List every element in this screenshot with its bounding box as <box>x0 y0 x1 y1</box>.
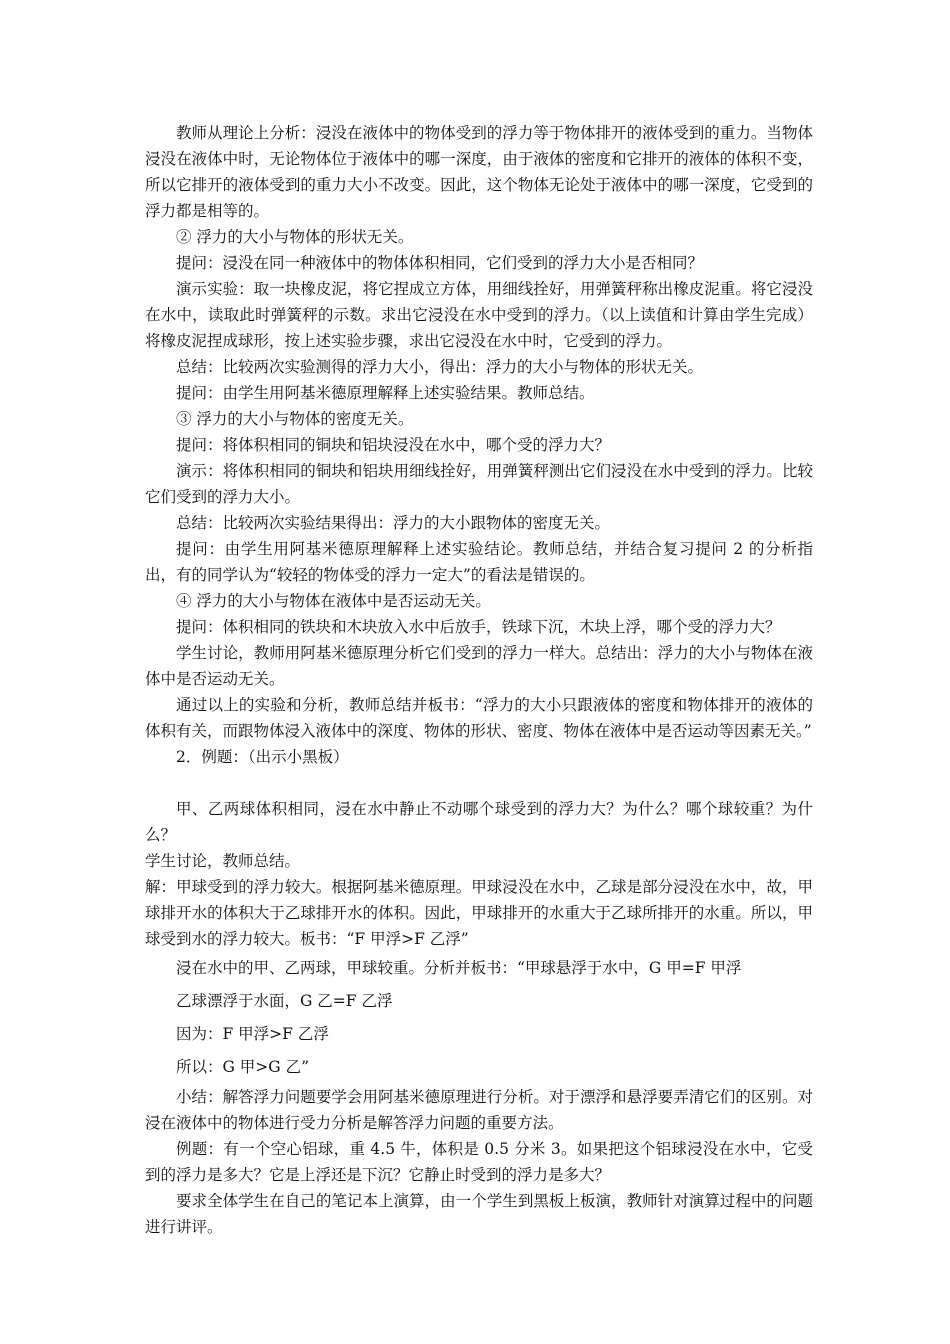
paragraph-question-iron-wood: 提问：体积相同的铁块和木块放入水中后放手，铁球下沉，木块上浮，哪个受的浮力大？ <box>176 618 781 636</box>
paragraph-question-explain: 提问：由学生用阿基米德原理解释上述实验结果。教师总结。 <box>176 384 595 402</box>
paragraph-question-copper-aluminum: 提问：将体积相同的铜块和铝块浸没在水中，哪个受的浮力大？ <box>176 436 611 454</box>
paragraph-board-line-1: 浸在水中的甲、乙两球，甲球较重。分析并板书：“甲球悬浮于水中，G 甲=F 甲浮 <box>176 959 742 977</box>
blank-line <box>145 770 813 796</box>
paragraph-summary-density: 总结：比较两次实验结果得出：浮力的大小跟物体的密度无关。 <box>176 514 611 532</box>
heading-motion-independence: ④ 浮力的大小与物体在液体中是否运动无关。 <box>176 592 491 610</box>
heading-shape-independence: ② 浮力的大小与物体的形状无关。 <box>176 228 414 246</box>
paragraph-question-volume: 提问：浸没在同一种液体中的物体体积相同，它们受到的浮力大小是否相同？ <box>176 254 704 272</box>
paragraph-discussion-motion: 学生讨论，教师用阿基米德原理分析它们受到的浮力一样大。总结出：浮力的大小与物体在液体中是否运动无关。 <box>145 644 813 688</box>
paragraph-theory-analysis: 教师从理论上分析：浸没在液体中的物体受到的浮力等于物体排开的液体受到的重力。当物体浸没在液体中时，无论物体位于液体中的哪一深度，由于液体的密度和它排开的液体的体积不变，所以它排开的液体受到的重力大小不改变。因此，这个物体无论处于液体中的哪一深度，它受到的浮力都是相等的。 <box>145 124 813 220</box>
heading-example: 2．例题：（出示小黑板） <box>176 748 349 766</box>
heading-density-independence: ③ 浮力的大小与物体的密度无关。 <box>176 410 414 428</box>
paragraph-question-conclusion: 提问：由学生用阿基米德原理解释上述实验结论。教师总结，并结合复习提问 2 的分析指出，有的同学认为“较轻的物体受的浮力一定大”的看法是错误的。 <box>145 540 813 584</box>
paragraph-board-line-2: 乙球漂浮于水面，G 乙=F 乙浮 <box>176 992 393 1010</box>
paragraph-summary-method: 小结：解答浮力问题要学会用阿基米德原理进行分析。对于漂浮和悬浮要弄清它们的区别。对浸在液体中的物体进行受力分析是解答浮力问题的重要方法。 <box>145 1088 813 1132</box>
paragraph-demo-copper-aluminum: 演示：将体积相同的铜块和铝块用细线拴好，用弹簧秤测出它们浸没在水中受到的浮力。比较它们受到的浮力大小。 <box>145 462 813 506</box>
paragraph-summary-shape: 总结：比较两次实验测得的浮力大小，得出：浮力的大小与物体的形状无关。 <box>176 358 704 376</box>
paragraph-board-practice: 要求全体学生在自己的笔记本上演算，由一个学生到黑板上板演，教师针对演算过程中的问题进行讲评。 <box>145 1192 813 1236</box>
paragraph-discussion: 学生讨论，教师总结。 <box>145 852 301 870</box>
paragraph-board-line-3: 因为：F 甲浮>F 乙浮 <box>176 1025 329 1043</box>
paragraph-demo-clay: 演示实验：取一块橡皮泥，将它捏成立方体，用细线拴好，用弹簧秤称出橡皮泥重。将它浸没在水中，读取此时弹簧秤的示数。求出它浸没在水中受到的浮力。（以上读值和计算由学生完成）将橡皮泥捏成球形，按上述实验步骤，求出它浸没在水中时，它受到的浮力。 <box>145 280 813 350</box>
paragraph-board-summary: 通过以上的实验和分析，教师总结并板书：“浮力的大小只跟液体的密度和物体排开的液体的体积有关，而跟物体浸入液体中的深度、物体的形状、密度、物体在液体中是否运动等因素无关。” <box>145 696 813 740</box>
paragraph-solution: 解：甲球受到的浮力较大。根据阿基米德原理。甲球浸没在水中，乙球是部分浸没在水中，故，甲球排开水的体积大于乙球排开水的体积。因此，甲球排开的水重大于乙球所排开的水重。所以，甲球受到水的浮力较大。板书：“F 甲浮>F 乙浮” <box>145 878 813 948</box>
document-page <box>145 120 813 1240</box>
paragraph-example-question: 甲、乙两球体积相同，浸在水中静止不动哪个球受到的浮力大？为什么？哪个球较重？为什么？ <box>145 800 813 844</box>
paragraph-board-line-4: 所以：G 甲>G 乙” <box>176 1058 310 1076</box>
paragraph-example-aluminum-ball: 例题：有一个空心铝球，重 4.5 牛，体积是 0.5 分米 3。如果把这个铝球浸没在水中，它受到的浮力是多大？它是上浮还是下沉？它静止时受到的浮力是多大？ <box>145 1140 813 1184</box>
